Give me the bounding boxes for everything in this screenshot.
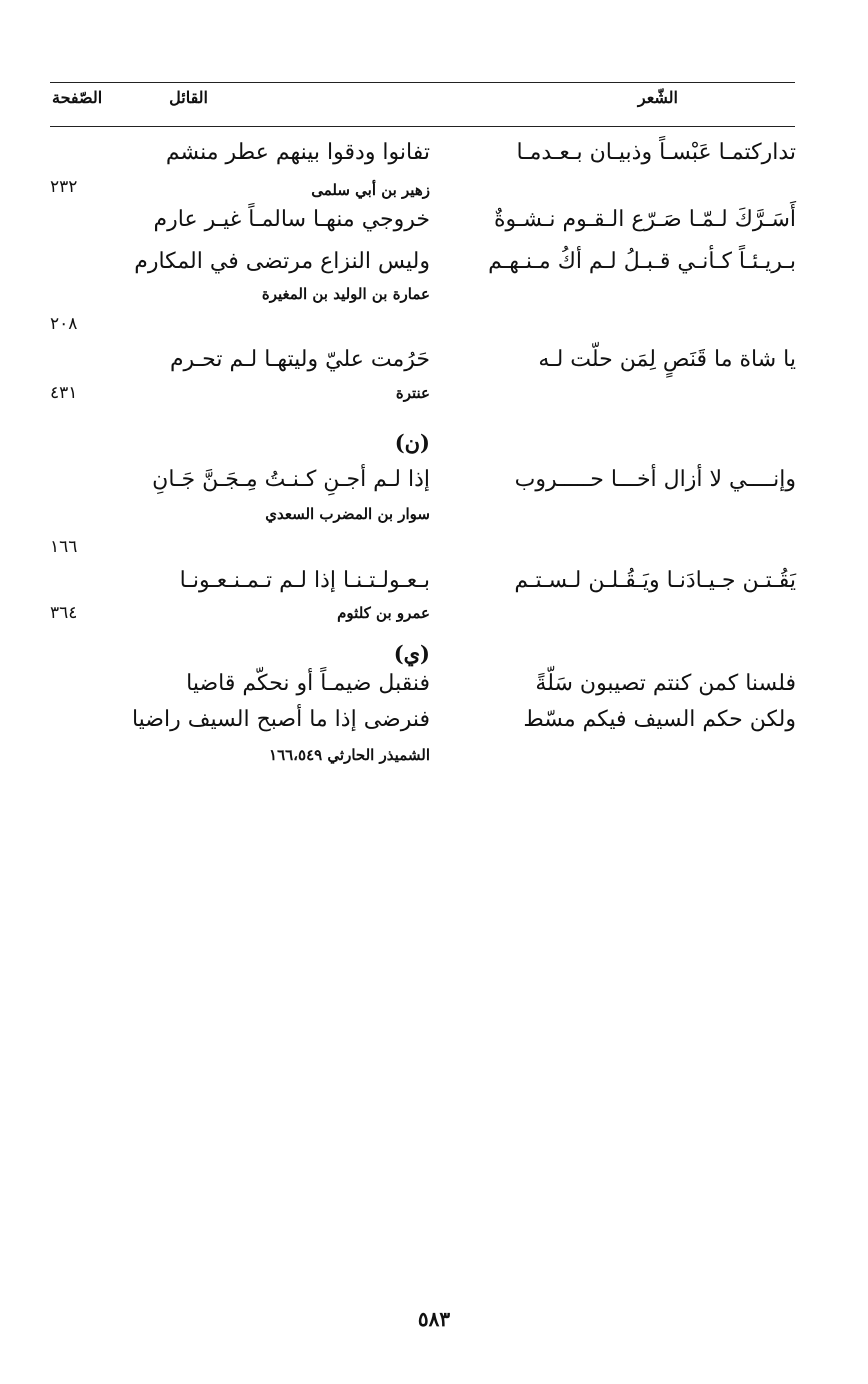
header-poetry-col: الشّعر: [637, 88, 678, 107]
verse-first-hemistich: ولكن حكم السيف فيكم مسّط: [523, 707, 796, 732]
verse-second-hemistich: فنرضى إذا ما أصبح السيف راضيا: [131, 707, 430, 732]
page-ref: ٢٣٢: [50, 177, 78, 197]
verse-first-hemistich: يَقُـتـن جـيـادَنـا ويَـقُـلـن لـسـتـم: [514, 568, 796, 593]
page-ref: ٤٣١: [50, 383, 78, 403]
verse-first-hemistich: تداركتمـا عَبْسـاً وذبيـان بـعـدمـا: [516, 140, 796, 165]
page-number: ٥٨٣: [417, 1307, 451, 1331]
header-poet-col: القائل: [169, 88, 208, 107]
section-letter: (ي): [393, 641, 430, 666]
verse-second-hemistich: حَرُمت عليّ وليتهـا لـم تحـرم: [169, 347, 430, 372]
poet-name: سوار بن المضرب السعدي: [265, 505, 430, 523]
verse-second-hemistich: وليس النزاع مرتضى في المكارم: [134, 249, 430, 274]
verse-first-hemistich: فلسنا كمن كنتم تصيبون سَلّةً: [535, 671, 796, 696]
page-ref: ١٦٦: [50, 537, 78, 557]
verse-first-hemistich: بـريـئـاً كـأنـي قـبـلُ لـم أكُ مـنـهـم: [488, 249, 796, 274]
poet-name: زهير بن أبي سلمى: [311, 181, 430, 199]
header-page-col: الصّفحة: [52, 88, 103, 107]
section-letter: (ن): [394, 430, 430, 455]
poet-name: عمرو بن كلثوم: [337, 604, 430, 622]
verse-first-hemistich: أَسَـرَّكَ لـمّـا صَـرّع الـقـوم نـشـوةٌ: [494, 207, 796, 232]
verse-second-hemistich: خروجي منهـا سالمـاً غيـر عارم: [153, 207, 430, 232]
verse-second-hemistich: تفانوا ودقوا بينهم عطر منشم: [165, 140, 430, 165]
poet-name: عمارة بن الوليد بن المغيرة: [261, 285, 430, 303]
poet-name: الشميذر الحارثي ١٦٦،٥٤٩: [269, 746, 430, 764]
verse-first-hemistich: يا شاة ما قَنَصٍ لِمَن حلّت لـه: [538, 347, 796, 372]
verse-second-hemistich: فنقبل ضيمـاً أو نحكّم قاضيا: [186, 671, 430, 696]
top-rule: [50, 82, 795, 83]
page-ref: ٢٠٨: [50, 314, 78, 334]
verse-second-hemistich: إذا لـم أجـنِ كـنـتُ مِـجَـنَّ جَـانِ: [152, 467, 430, 492]
header-rule: [50, 126, 795, 127]
verse-first-hemistich: وإنــــي لا أزال أخـــا حـــــروب: [514, 467, 796, 492]
poet-name: عنترة: [395, 384, 430, 402]
page-ref: ٣٦٤: [50, 603, 78, 623]
verse-second-hemistich: بـعـولـتـنـا إذا لـم تـمـنـعـونـا: [179, 568, 430, 593]
